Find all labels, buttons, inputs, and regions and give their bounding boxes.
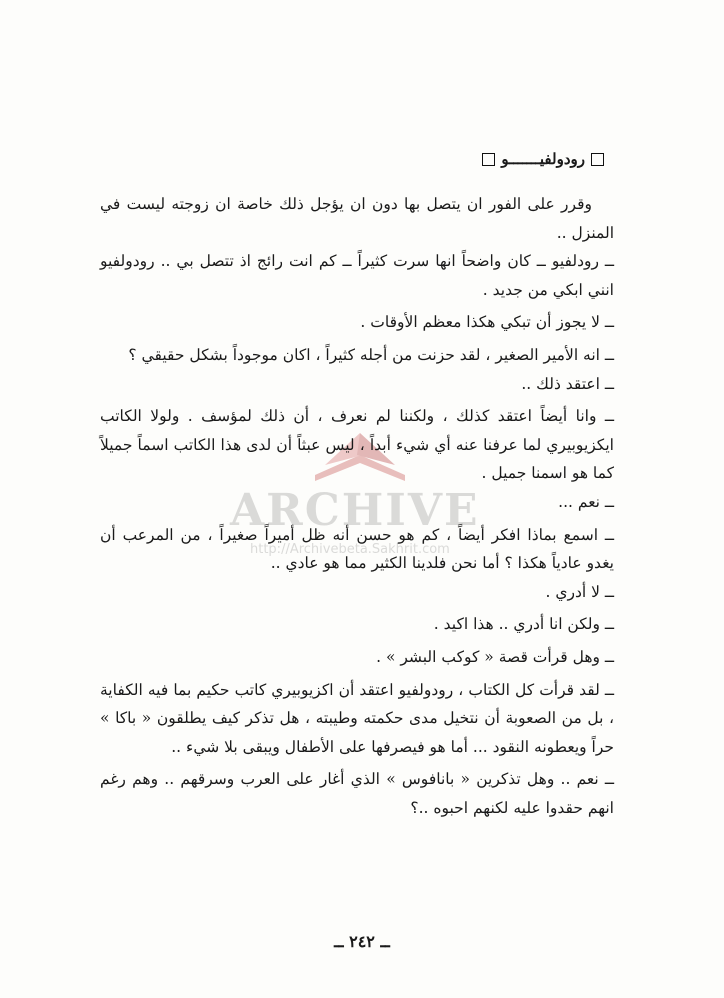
square-ornament-icon <box>591 153 604 166</box>
paragraph: ــ لقد قرأت كل الكتاب ، رودولفيو اعتقد أن اكزيوبيري كاتب حكيم بما فيه الكفاية ، بل من الصعوبة أن نتخيل مدى حكمته وطيبته ، هل تذكر كيف يطلقون « باكا » حراً ويعطونه النقود ... أما هو فيصرفها على الأطفال ويبقى بلا شيء .. <box>100 680 614 756</box>
paragraph: ــ لا أدري . <box>545 582 614 601</box>
page-body <box>100 190 614 822</box>
paragraph: ــ نعم ... <box>558 492 614 511</box>
paragraph: ــ لا يجوز أن تبكي هكذا معظم الأوقات . <box>360 313 614 332</box>
square-ornament-icon <box>482 153 495 166</box>
header-title: رودولفيـــــــو <box>501 150 585 168</box>
paragraph: ــ وانا أيضاً اعتقد كذلك ، ولكننا لم نعرف ، أن ذلك لمؤسف . ولولا الكاتب ايكزيوبيري لما عرفنا عنه أي شيء أبداً ، ليس عبثاً أن لدى هذا الكاتب اسماً جميلاً كما هو اسمنا جميل . <box>100 407 614 483</box>
paragraph: ــ ولكن انا أدري .. هذا اكيد . <box>433 615 614 634</box>
watermark-word: ARCHIVE <box>230 485 480 536</box>
paragraph: ــ انه الأمير الصغير ، لقد حزنت من أجله كثيراً ، اكان موجوداً بشكل حقيقي ؟ <box>128 345 614 364</box>
paragraph: ــ نعم .. وهل تذكرين « بانافوس » الذي أغار على العرب وسرقهم .. وهم رغم انهم حقدوا عليه لكنهم احبوه ..؟ <box>100 770 614 817</box>
page-number: ــ ٢٤٢ ــ <box>334 932 390 951</box>
paragraph: ــ اعتقد ذلك .. <box>521 374 614 393</box>
running-header <box>476 150 610 168</box>
paragraph: ــ رودلفيو ــ كان واضحاً انها سرت كثيراً ــ كم انت رائج اذ تتصل بي .. رودولفيو انني ابكي من جديد . <box>100 252 614 299</box>
watermark-url: http://Archivebeta.Sakhrit.com <box>250 542 450 557</box>
paragraph: ــ وهل قرأت قصة « كوكب البشر » . <box>376 647 614 666</box>
paragraph: وقرر على الفور ان يتصل بها دون ان يؤجل ذلك خاصة ان زوجته ليست في المنزل .. <box>100 195 614 242</box>
paragraph: ــ اسمع بماذا افكر أيضاً ، كم هو حسن أنه ظل أميراً صغيراً ، من المرعب أن يغدو عادياً هكذا ؟ أما نحن فلدينا الكثير مما هو عادي .. <box>100 525 614 573</box>
